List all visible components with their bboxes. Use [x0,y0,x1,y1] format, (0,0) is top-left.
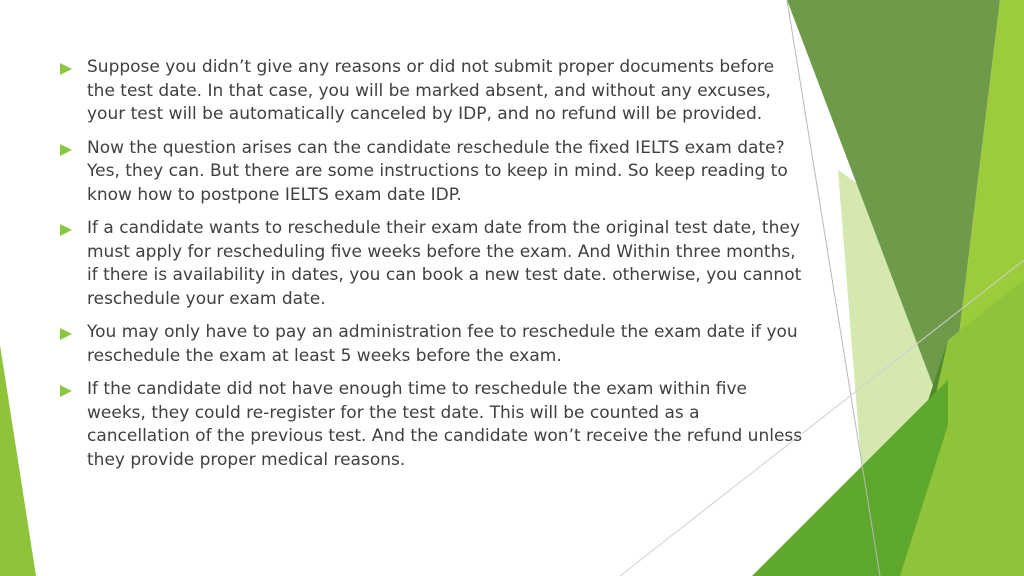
bullet-text: Suppose you didn’t give any reasons or did not submit proper documents before the test date. In that case, you will be marked absent, and without any excuses, your test will be automatically canceled by IDP, and no refund will be provided. [87,57,775,124]
left-edge-shape [0,345,36,576]
list-item [60,56,805,127]
bullet-list [60,56,805,482]
bullet-text: If the candidate did not have enough time to reschedule the exam within five weeks, they could re-register for the test date. This will be counted as a cancellation of the previous test. And the candidate won’t receive the refund unless they provide proper medical reasons. [87,379,803,470]
triangle-right-icon [60,328,72,340]
list-item [60,378,805,472]
list-item [60,217,805,311]
bullet-text: If a candidate wants to reschedule their exam date from the original test date, they must apply for rescheduling five weeks before the exam. And Within three months, if there is availability in dates, you can book a new test date. otherwise, you cannot reschedule your exam date. [87,218,802,309]
triangle-right-icon [60,224,72,236]
list-item [60,137,805,208]
list-item [60,321,805,368]
triangle-right-icon [60,144,72,156]
bullet-text: You may only have to pay an administration fee to reschedule the exam date if you reschedule the exam at least 5 weeks before the exam. [87,322,798,366]
triangle-right-icon [60,63,72,75]
bullet-text: Now the question arises can the candidate reschedule the fixed IELTS exam date? Yes, they can. But there are some instructions to keep in mind. So keep reading to know how to postpone IELTS exam date IDP. [87,137,788,205]
triangle-right-icon [60,385,72,397]
